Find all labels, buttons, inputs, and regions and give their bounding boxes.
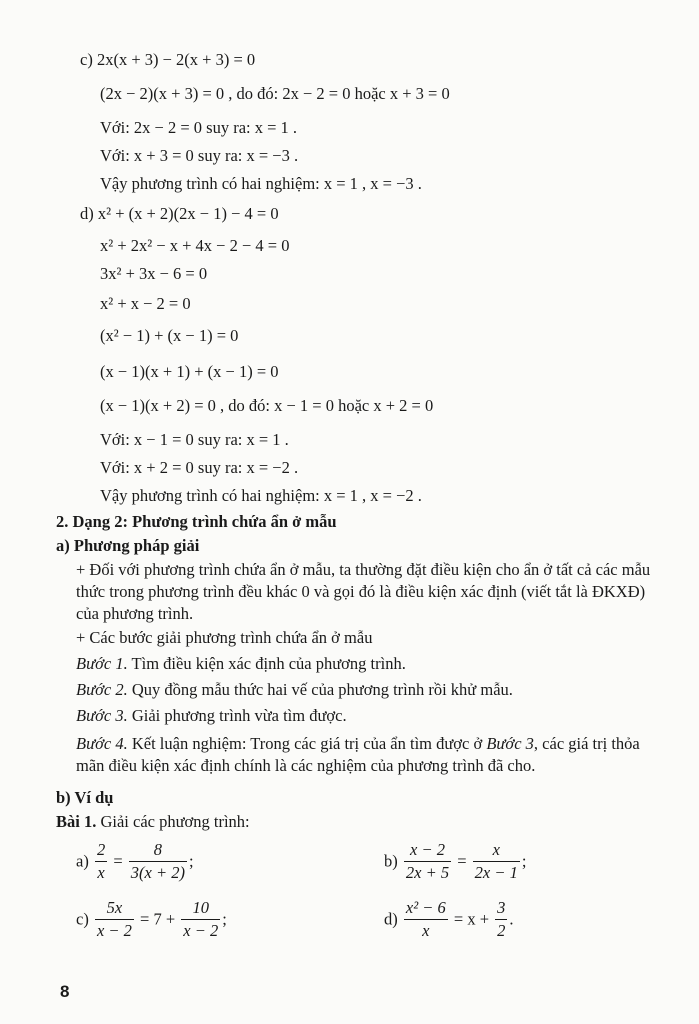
exercise-c-label: c) [76, 909, 89, 929]
exercise-c [76, 898, 227, 941]
example-heading: b) Ví dụ [56, 788, 114, 807]
part-d-conclusion: Vậy phương trình có hai nghiệm: x = 1 , x = −2 . [100, 486, 422, 505]
exercise-b-rhs: $\frac{x}{2x - 1}$ [474, 840, 518, 882]
exercise-1-label: Bài 1. [56, 812, 97, 831]
part-c-case-1: Với: 2x − 2 = 0 suy ra: x = 1 . [100, 118, 298, 137]
exercise-a-lhs: $\frac{2}{x}$ [96, 840, 106, 882]
part-c-factored: (2x − 2)(x + 3) = 0 , do đó: 2x − 2 = 0 hoặc x + 3 = 0 [100, 84, 450, 103]
exercise-d-label: d) [384, 909, 398, 929]
exercise-a-label: a) [76, 851, 89, 871]
exercise-b-eq: = [457, 851, 467, 871]
method-paragraph-1: + Đối với phương trình chứa ẩn ở mẫu, ta thường đặt điều kiện cho ẩn ở tất cả các mẫu thức trong phương trình đều khác 0 và gọi đó là điều kiện xác định (viết tắt là ĐKXĐ) của phương trình. [76, 560, 651, 623]
exercise-d [384, 898, 514, 941]
method-paragraph-2: + Các bước giải phương trình chứa ẩn ở mẫu [76, 628, 373, 647]
exercise-b [384, 840, 526, 883]
exercise-a-rhs: $\frac{8}{3(x + 2)}$ [130, 840, 185, 882]
step-3-text: Giải phương trình vừa tìm được. [127, 706, 347, 725]
step-4-text-b: , các giá trị thỏa mãn điều kiện xác định chính là các nghiệm của phương trình đã cho. [76, 734, 640, 775]
part-d-step-1: x² + 2x² − x + 4x − 2 − 4 = 0 [100, 236, 290, 255]
exercise-1 [56, 812, 250, 832]
step-1-label: Bước 1. [76, 654, 128, 673]
exercise-a [76, 840, 194, 883]
part-c-conclusion: Vậy phương trình có hai nghiệm: x = 1 , x = −3 . [100, 174, 422, 193]
step-2-label: Bước 2. [76, 680, 128, 699]
exercise-c-lhs: $\frac{5x}{x - 2}$ [96, 898, 132, 940]
step-4-text-a: Kết luận nghiệm: Trong các giá trị của ẩn tìm được ở [127, 734, 487, 753]
part-d-step-5: (x − 1)(x + 1) + (x − 1) = 0 [100, 362, 279, 381]
part-d-factored: (x − 1)(x + 2) = 0 , do đó: x − 1 = 0 hoặc x + 2 = 0 [100, 396, 434, 415]
exercise-b-lhs: $\frac{x - 2}{2x + 5}$ [405, 840, 450, 882]
part-d-case-2: Với: x + 2 = 0 suy ra: x = −2 . [100, 458, 299, 477]
step-3-label: Bước 3. [76, 706, 128, 725]
step-1-text: Tìm điều kiện xác định của phương trình. [127, 654, 406, 673]
exercise-1-text: Giải các phương trình: [96, 812, 250, 831]
part-d-step-3: x² + x − 2 = 0 [100, 294, 191, 313]
exercise-c-mid: = 7 + [140, 909, 176, 929]
step-3 [76, 706, 347, 726]
exercise-a-eq: = [113, 851, 123, 871]
part-d-equation: d) x² + (x + 2)(2x − 1) − 4 = 0 [80, 204, 279, 223]
part-d-step-4: (x² − 1) + (x − 1) = 0 [100, 326, 239, 345]
step-4-label: Bước 4. [76, 734, 128, 753]
step-4 [76, 733, 666, 777]
part-d-case-1: Với: x − 1 = 0 suy ra: x = 1 . [100, 430, 289, 449]
exercise-d-rhs: $\frac{3}{2}$ [497, 898, 506, 940]
method-heading: a) Phương pháp giải [56, 536, 200, 555]
exercise-c-rhs: $\frac{10}{x - 2}$ [183, 898, 219, 940]
exercise-b-end: ; [521, 851, 527, 871]
page-number: 8 [60, 982, 70, 1001]
exercise-a-end: ; [188, 851, 194, 871]
step-2-text: Quy đồng mẫu thức hai vế của phương trình rồi khử mẫu. [127, 680, 513, 699]
exercise-d-end: . [509, 909, 514, 929]
exercise-d-mid: = x + [453, 909, 490, 929]
exercise-d-lhs: $\frac{\text{x² − 6}}{x}$ [405, 898, 446, 940]
bleed-through [470, 60, 690, 360]
exercise-c-end: ; [222, 909, 227, 929]
section-title: 2. Dạng 2: Phương trình chứa ẩn ở mẫu [56, 512, 337, 531]
part-c-equation: c) 2x(x + 3) − 2(x + 3) = 0 [80, 50, 256, 69]
exercise-b-label: b) [384, 851, 398, 871]
part-c-case-2: Với: x + 3 = 0 suy ra: x = −3 . [100, 146, 299, 165]
step-2 [76, 680, 513, 700]
part-d-step-2: 3x² + 3x − 6 = 0 [100, 264, 208, 283]
step-1 [76, 654, 406, 674]
step-4-ref: Bước 3 [486, 734, 534, 753]
